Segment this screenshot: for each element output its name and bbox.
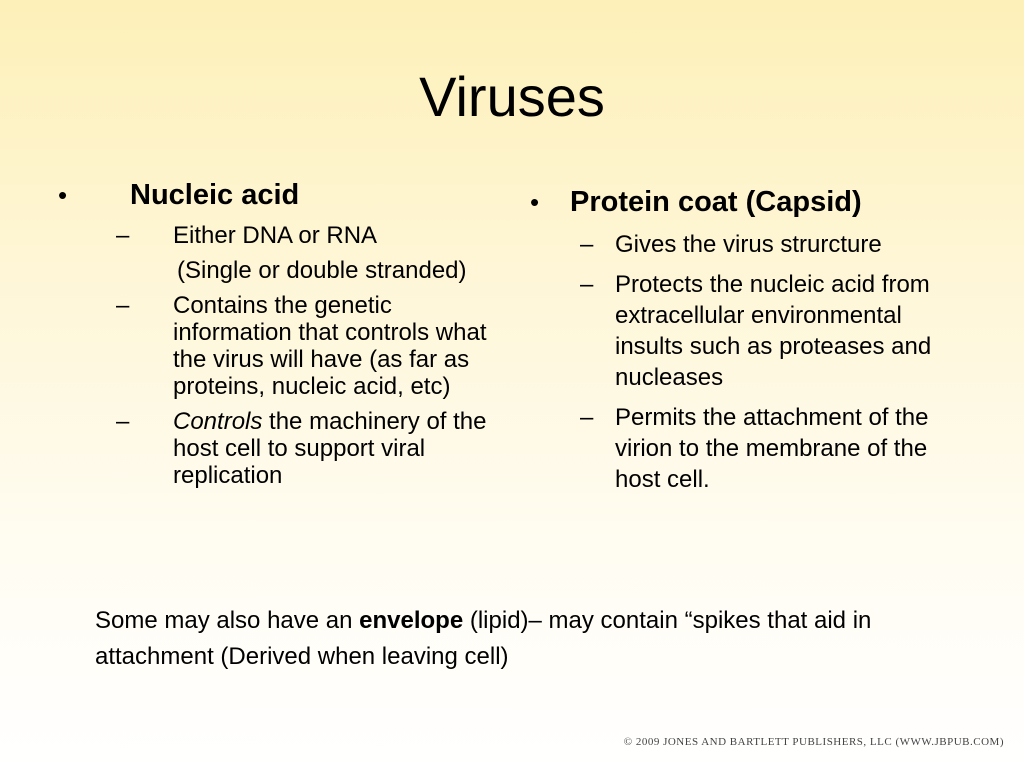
dash-icon: – [580, 231, 594, 258]
nucleic-acid-column [58, 178, 498, 497]
bullet-icon: • [530, 187, 540, 217]
list-item [530, 402, 970, 495]
item-italic-text: Controls [173, 408, 263, 435]
item-text: Either DNA or RNA [173, 222, 378, 249]
note-prefix: Some may also have an [95, 607, 360, 634]
bullet-icon: • [58, 180, 68, 210]
dash-icon: – [116, 408, 130, 435]
copyright-notice: © 2009 JONES AND BARTLETT PUBLISHERS, LLC (WWW.JBPUB.COM) [623, 736, 1004, 748]
nucleic-acid-heading [58, 178, 498, 212]
heading-text: Protein coat (Capsid) [570, 186, 862, 218]
list-item [58, 408, 498, 489]
item-note: (Single or double stranded) [177, 257, 467, 284]
heading-text: Nucleic acid [130, 179, 300, 211]
slide-title: Viruses [419, 65, 605, 128]
note-bold: envelope [359, 607, 464, 634]
protein-coat-heading [530, 185, 970, 219]
envelope-note [95, 603, 995, 675]
item-text: Gives the virus strurcture [615, 231, 882, 258]
item-text: Contains the genetic information that controls what the virus will have (as far as proteins, nucleic acid, etc) [173, 292, 487, 400]
note-suffix: (lipid)– may contain “spikes that aid in attachment (Derived when leaving cell) [95, 607, 872, 670]
dash-icon: – [580, 404, 594, 431]
list-item [58, 222, 498, 284]
list-item [530, 269, 970, 393]
item-text: Permits the attachment of the virion to the membrane of the host cell. [615, 404, 929, 493]
item-text: the machinery of the host cell to support viral replication [173, 408, 487, 489]
item-text: Protects the nucleic acid from extracellular environmental insults such as proteases and nucleases [615, 271, 932, 391]
dash-icon: – [116, 222, 130, 249]
list-item [58, 292, 498, 400]
nucleic-acid-list [58, 222, 498, 489]
protein-coat-list [530, 229, 970, 495]
dash-icon: – [580, 271, 594, 298]
dash-icon: – [116, 292, 130, 319]
protein-coat-column [530, 185, 970, 504]
list-item [530, 229, 970, 260]
